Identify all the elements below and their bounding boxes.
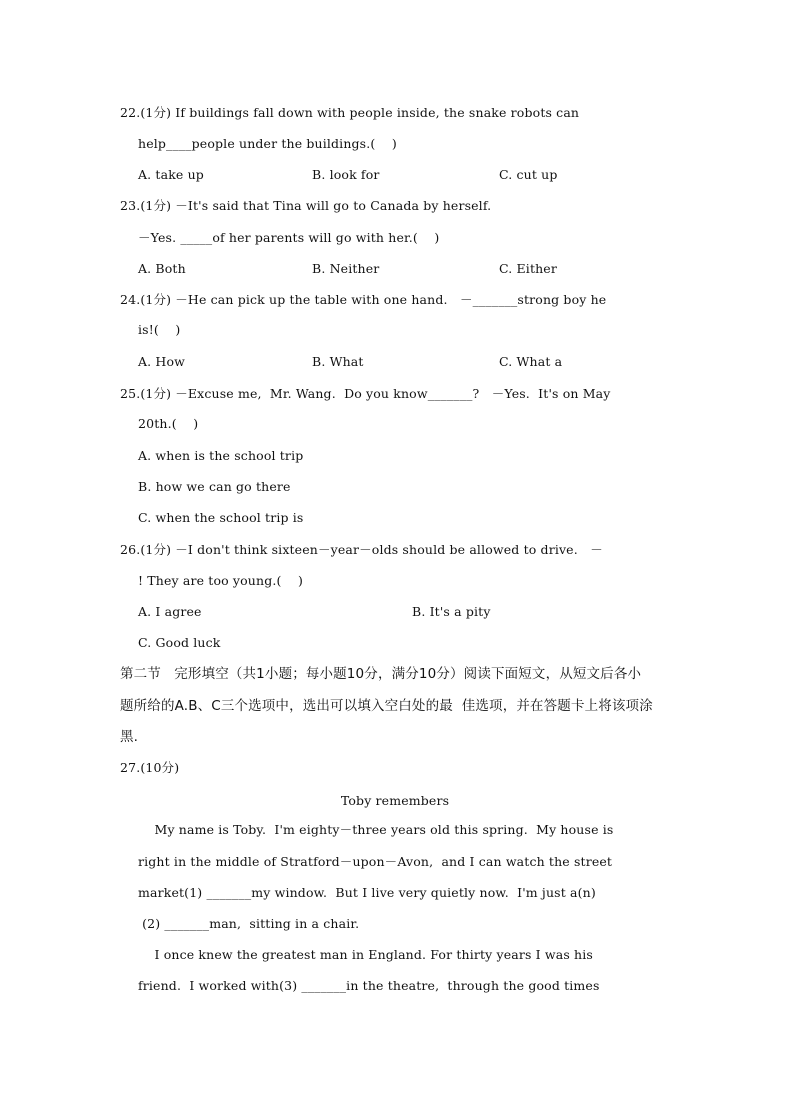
passage-line-4: (2) _______man, sitting in a chair. bbox=[138, 916, 360, 931]
q24-option-b: B. What bbox=[312, 354, 364, 369]
q23-line2: －Yes. _____of her parents will go with her.( ) bbox=[138, 230, 440, 245]
q25-line2: 20th.( ) bbox=[138, 416, 199, 431]
section-heading-line1: 第二节 完形填空（共1小题；每小题10分，满分10分）阅读下面短文，从短文后各小 bbox=[120, 666, 642, 682]
passage-line-3: market(1) _______my window. But I live very quietly now. I'm just a(n) bbox=[138, 885, 596, 900]
q24-line2: is!( ) bbox=[138, 322, 181, 337]
q22-option-a: A. take up bbox=[138, 167, 204, 182]
q26-line1: 26.(1分) －I don't think sixteen－year－olds should be allowed to drive. － bbox=[120, 542, 603, 557]
q26-line2: ! They are too young.( ) bbox=[138, 573, 304, 588]
passage-title: Toby remembers bbox=[340, 793, 450, 808]
q25-option-b: B. how we can go there bbox=[138, 479, 291, 494]
q24-line1: 24.(1分) －He can pick up the table with one hand. －_______strong boy he bbox=[120, 292, 607, 307]
section-heading-line3: 黑. bbox=[120, 729, 139, 745]
q25-line1: 25.(1分) －Excuse me, Mr. Wang. Do you know_______? －Yes. It's on May bbox=[120, 386, 611, 401]
q23-option-c: C. Either bbox=[499, 261, 557, 276]
q25-option-a: A. when is the school trip bbox=[138, 448, 304, 463]
passage-line-5: I once knew the greatest man in England. For thirty years I was his bbox=[138, 947, 593, 962]
passage-line-1: My name is Toby. I'm eighty－three years old this spring. My house is bbox=[138, 822, 614, 837]
q22-line1: 22.(1分) If buildings fall down with people inside, the snake robots can bbox=[120, 105, 580, 120]
q22-option-b: B. look for bbox=[312, 167, 380, 182]
q23-option-b: B. Neither bbox=[312, 261, 380, 276]
q26-option-c: C. Good luck bbox=[138, 635, 221, 650]
q26-option-a: A. I agree bbox=[138, 604, 202, 619]
q23-line1: 23.(1分) －It's said that Tina will go to Canada by herself. bbox=[120, 198, 492, 213]
q25-option-c: C. when the school trip is bbox=[138, 510, 304, 525]
q24-option-c: C. What a bbox=[499, 354, 563, 369]
section-heading-line2: 题所给的A.B、C三个选项中，选出可以填入空白处的最 佳选项，并在答题卡上将该项涂 bbox=[120, 698, 653, 714]
passage-line-2: right in the middle of Stratford－upon－Avon, and I can watch the street bbox=[138, 854, 613, 869]
q27-label: 27.(10分) bbox=[120, 760, 180, 775]
q22-option-c: C. cut up bbox=[499, 167, 558, 182]
q24-option-a: A. How bbox=[138, 354, 185, 369]
passage-line-6: friend. I worked with(3) _______in the theatre, through the good times bbox=[138, 978, 600, 993]
q23-option-a: A. Both bbox=[138, 261, 186, 276]
q22-line2: help____people under the buildings.( ) bbox=[138, 136, 397, 151]
q26-option-b: B. It's a pity bbox=[412, 604, 491, 619]
